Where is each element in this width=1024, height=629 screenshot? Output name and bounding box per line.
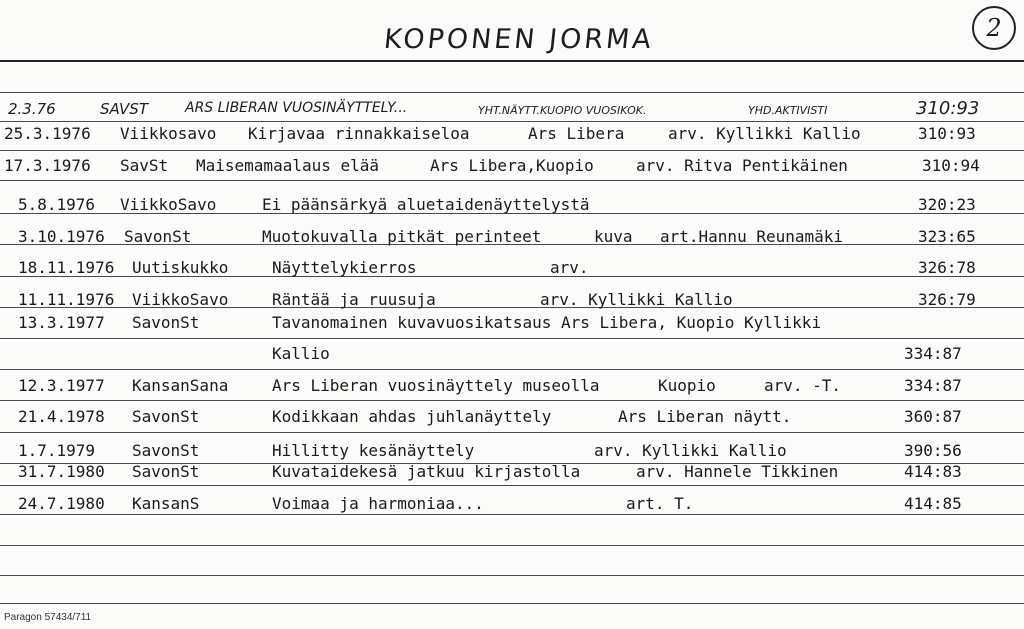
entry-paper: ViikkoSavo [132, 290, 229, 309]
entry-title: Kuvataidekesä jatkuu kirjastolla [272, 462, 581, 481]
entry-paper: SavSt [120, 156, 169, 175]
handwritten-ref: 310:93 [916, 98, 980, 119]
entry-extra: Ars Libera,Kuopio [430, 156, 594, 175]
ruled-line [0, 575, 1024, 576]
entry-author: arv. -T. [764, 376, 842, 395]
ruled-line [0, 603, 1024, 604]
entry-title: Muotokuvalla pitkät perinteet [262, 227, 542, 246]
entry-paper: SavonSt [132, 407, 200, 426]
entry-title: Maisemamaalaus elää [196, 156, 380, 175]
entry-ref: 320:23 [918, 195, 976, 214]
entry-extra: kuva [594, 227, 633, 246]
entry-author: arv. Ritva Pentikäinen [636, 156, 848, 175]
entry-date: 21.4.1978 [18, 407, 105, 426]
entry-date: 3.10.1976 [18, 227, 105, 246]
ruled-line [0, 432, 1024, 433]
header-rule [0, 60, 1024, 62]
entry-paper: ViikkoSavo [120, 195, 217, 214]
entry-author: art. T. [626, 494, 694, 513]
entry-paper: SavonSt [124, 227, 192, 246]
entry-ref: 334:87 [904, 376, 962, 395]
entry-date: 31.7.1980 [18, 462, 105, 481]
entry-author: arv. Kyllikki Kallio [594, 441, 787, 460]
entry-date: 25.3.1976 [4, 124, 91, 143]
ruled-line [0, 180, 1024, 181]
entry-title: Näyttelykierros [272, 258, 417, 277]
entry-row [0, 225, 1024, 249]
entry-row [0, 460, 1024, 484]
entry-author: arv. Kyllikki Kallio [540, 290, 733, 309]
entry-title: Ei päänsärkyä aluetaidenäyttelystä [262, 195, 590, 214]
entry-ref: 360:87 [904, 407, 962, 426]
entry-paper: SavonSt [132, 313, 200, 332]
entry-row [0, 193, 1024, 217]
entry-date: 5.8.1976 [18, 195, 96, 214]
entry-date: 13.3.1977 [18, 313, 105, 332]
entry-title: Kodikkaan ahdas juhlanäyttely [272, 407, 552, 426]
entry-row [0, 405, 1024, 429]
entry-paper: Viikkosavo [120, 124, 217, 143]
entry-ref: 390:56 [904, 441, 962, 460]
entry-date: 12.3.1977 [18, 376, 105, 395]
entry-date: 24.7.1980 [18, 494, 105, 513]
entry-ref: 310:94 [922, 156, 980, 175]
card-footer-print: Paragon 57434/711 [4, 612, 92, 623]
entry-author: art.Hannu Reunamäki [660, 227, 844, 246]
entry-paper: SavonSt [132, 441, 200, 460]
entry-extra: Ars Liberan näytt. [618, 407, 792, 426]
entry-title: Räntää ja ruusuja [272, 290, 436, 309]
entry-author: arv. Hannele Tikkinen [636, 462, 839, 481]
entry-ref: 414:83 [904, 462, 962, 481]
ruled-line [0, 400, 1024, 401]
ruled-line [0, 485, 1024, 486]
entry-ref: 326:78 [918, 258, 976, 277]
ruled-line [0, 338, 1024, 339]
entry-ref: 326:79 [918, 290, 976, 309]
entry-paper: Uutiskukko [132, 258, 229, 277]
handwritten-note: YHT.NÄYTT.KUOPIO VUOSIKOK. [478, 104, 647, 117]
entry-date: 1.7.1979 [18, 441, 96, 460]
entry-title: Kallio [272, 344, 330, 363]
ruled-line [0, 369, 1024, 370]
handwritten-date: 2.3.76 [8, 100, 56, 118]
entry-date: 17.3.1976 [4, 156, 91, 175]
entry-paper: KansanSana [132, 376, 229, 395]
entry-row [0, 311, 1024, 335]
handwritten-paper: SAVST [100, 100, 148, 118]
entry-ref: 323:65 [918, 227, 976, 246]
entry-title: Kirjavaa rinnakkaiseloa [248, 124, 470, 143]
entry-author: arv. Kyllikki Kallio [668, 124, 861, 143]
handwritten-note-2: YHD.AKTIVISTI [748, 104, 828, 117]
ruled-line [0, 92, 1024, 93]
card-number-badge: 2 [972, 6, 1016, 50]
entry-title: Ars Liberan vuosinäyttely museolla [272, 376, 600, 395]
entry-date: 11.11.1976 [18, 290, 115, 309]
entry-row [0, 154, 1024, 178]
entry-row [0, 342, 1024, 366]
entry-extra: Ars Libera [528, 124, 625, 143]
entry-row [0, 256, 1024, 280]
entry-title: Voimaa ja harmoniaa... [272, 494, 484, 513]
handwritten-title: ARS LIBERAN VUOSINÄYTTELY... [185, 100, 408, 116]
entry-row [0, 492, 1024, 516]
ruled-line [0, 545, 1024, 546]
entry-row [0, 122, 1024, 146]
entry-title: Hillitty kesänäyttely [272, 441, 475, 460]
entry-row [0, 374, 1024, 398]
entry-date: 18.11.1976 [18, 258, 115, 277]
entry-ref: 414:85 [904, 494, 962, 513]
entry-title: Tavanomainen kuvavuosikatsaus Ars Libera, Kuopio Kyllikki [272, 313, 822, 332]
entry-paper: SavonSt [132, 462, 200, 481]
ruled-line [0, 150, 1024, 151]
entry-paper: KansanS [132, 494, 200, 513]
entry-extra: Kuopio [658, 376, 716, 395]
entry-author: arv. [550, 258, 589, 277]
entry-row [0, 288, 1024, 312]
entry-ref: 334:87 [904, 344, 962, 363]
entry-ref: 310:93 [918, 124, 976, 143]
card-name-heading: KOPONEN JORMA [382, 24, 656, 55]
